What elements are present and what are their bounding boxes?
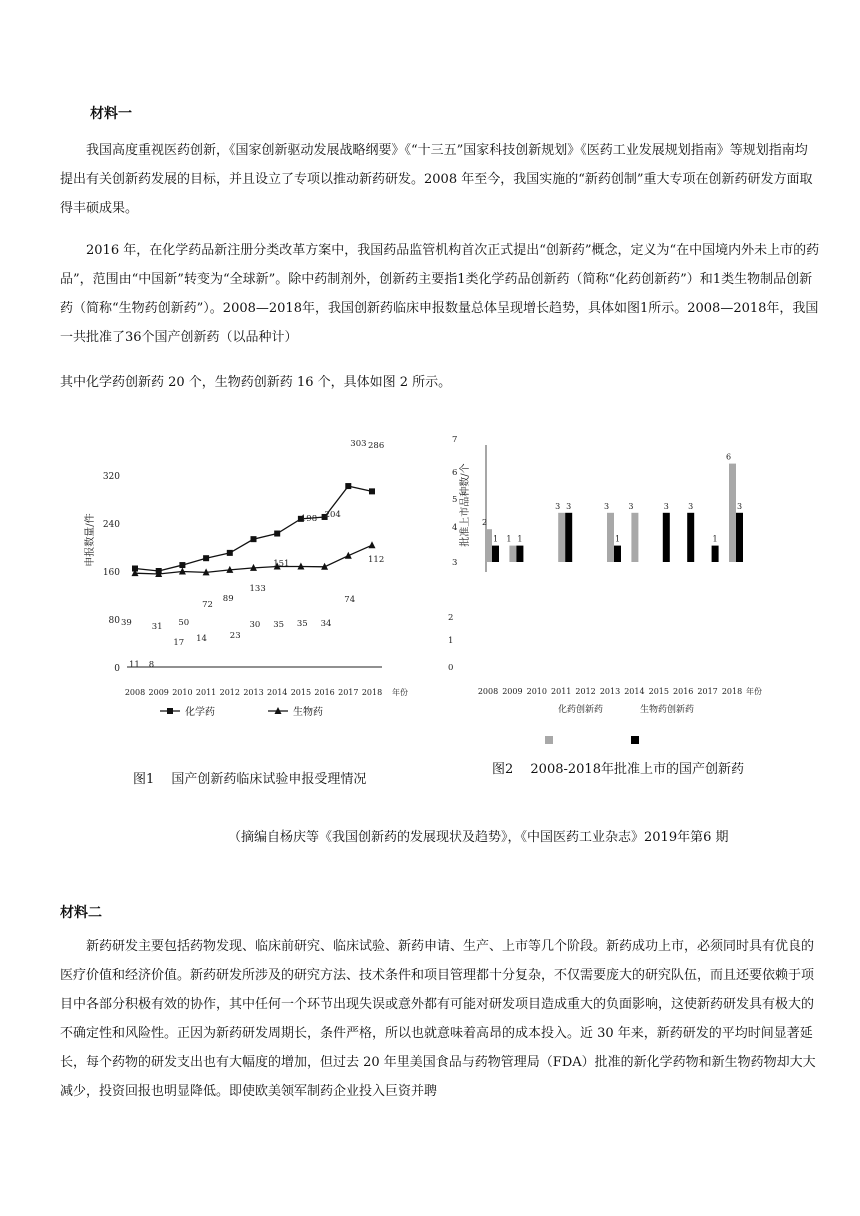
data-label-biological: 17 (173, 638, 185, 648)
x-tick-label: 2012 (219, 688, 240, 697)
data-label-biological: 74 (344, 595, 356, 605)
x-tick-label: 2014 (267, 688, 288, 697)
data-point-chemical (227, 550, 233, 556)
y-tick-label: 4 (452, 523, 458, 533)
bar-label-biological: 1 (712, 534, 718, 544)
data-label-chemical: 151 (273, 559, 290, 569)
legend-swatch-chemical (545, 736, 553, 744)
bar-chemical (729, 464, 736, 562)
data-label-biological: 11 (129, 660, 140, 670)
data-label-biological: 34 (320, 619, 332, 629)
bar-label-biological: 3 (566, 501, 572, 511)
data-point-chemical (345, 483, 351, 489)
figure1-line-chart (75, 430, 408, 720)
legend-label-chemical: 化药创新药 (558, 705, 604, 715)
y-tick-label: 160 (102, 568, 120, 578)
x-tick-label: 2018 (721, 687, 743, 696)
data-label-chemical: 133 (249, 584, 266, 594)
material2-heading: 材料二 (60, 905, 102, 921)
x-tick-label: 2008 (477, 687, 499, 696)
bar-label-chemical: 2 (481, 518, 488, 528)
y-tick-label: 240 (102, 520, 120, 530)
bar-biological (736, 513, 743, 562)
bar-biological (663, 513, 670, 562)
bar-biological (687, 513, 694, 562)
x-axis-label: 年份 (746, 687, 762, 696)
data-label-biological: 30 (249, 620, 261, 630)
data-label-chemical: 89 (222, 594, 234, 604)
data-label-chemical: 39 (121, 618, 132, 628)
bar-label-biological: 3 (688, 501, 694, 511)
y-tick-label: 7 (452, 435, 458, 445)
data-label-biological: 35 (273, 620, 285, 630)
bar-label-chemical: 3 (555, 501, 561, 511)
x-tick-label: 2010 (172, 688, 193, 697)
bar-label-chemical: 3 (628, 501, 634, 511)
bar-biological (565, 513, 572, 562)
bar-chemical (509, 546, 516, 562)
figure2-bar-chart (440, 430, 762, 740)
bar-label-chemical: 3 (603, 501, 610, 511)
bar-chemical (631, 513, 638, 562)
data-label-chemical: 31 (151, 622, 163, 632)
bar-biological (516, 546, 523, 562)
y-tick-label: 6 (452, 468, 458, 478)
x-tick-label: 2016 (673, 687, 694, 696)
x-axis-label: 年份 (392, 688, 408, 697)
data-point-chemical (274, 531, 280, 537)
bar-biological (614, 546, 621, 562)
bar-chemical (558, 513, 565, 562)
material2-paragraph-1: 新药研发主要包括药物发现、临床前研究、临床试验、新药申请、生产、上市等几个阶段。新药成功上市，必须同时具有优良的医疗价值和经济价值。新药研发所涉及的研究方法、技术条件和项目管理都十分复杂，不仅需要庞大的研究队伍，而且还要依赖于项目中各部分积极有效的协作，其中任何一个环节出现失误或意外都有可能对研发项目造成重大的负面影响，这使新药研发具有极大的不确定性和风险性。正因为新药研发周期长，条件严格，所以也就意味着高昂的成本投入。近 30 年来，新药研发的平均时间显著延长，每个药物的研发支出也有大幅度的增加，但过去 20 年里美国食品与药物管理局（FDA）批准的新化学药物和新生物药物却大大减少，投资回报也明显降低。即使欧美领军制药企业投入巨资并聘 (60, 939, 816, 1099)
data-point-biological (369, 541, 376, 548)
bar-biological (492, 546, 499, 562)
data-label-biological: 23 (229, 631, 241, 641)
bar-chemical (485, 529, 492, 562)
material1-paragraph-3: 其中化学药创新药 20 个，生物药创新药 16 个，具体如图 2 所示。 (60, 375, 452, 390)
x-tick-label: 2013 (243, 688, 264, 697)
data-label-chemical: 50 (178, 618, 190, 628)
data-label-chemical: 198 (300, 514, 318, 524)
figure2-caption: 图2 2008-2018年批准上市的国产创新药 (492, 762, 744, 777)
x-tick-label: 2017 (697, 687, 718, 696)
y-tick-label: 320 (102, 472, 120, 482)
bar-label-biological: 3 (663, 501, 669, 511)
x-tick-label: 2015 (290, 688, 312, 697)
x-tick-label: 2011 (551, 687, 572, 696)
bar-biological (712, 546, 719, 562)
data-label-chemical: 303 (350, 439, 367, 449)
x-tick-label: 2017 (338, 688, 359, 697)
data-point-chemical (369, 488, 375, 494)
data-label-chemical: 204 (324, 510, 341, 520)
data-label-biological: 112 (368, 555, 385, 565)
x-tick-label: 2015 (648, 687, 669, 696)
y-tick-label: 1 (448, 636, 454, 646)
source-citation: （摘编自杨庆等《我国创新药的发展现状及趋势》，《中国医药工业杂志》2019年第6 期 (228, 830, 729, 845)
y-tick-label: 5 (452, 495, 458, 505)
data-label-chemical: 286 (368, 441, 385, 451)
x-tick-label: 2012 (575, 687, 596, 696)
legend-label-chemical: 化学药 (185, 707, 215, 718)
x-tick-label: 2010 (526, 687, 547, 696)
x-tick-label: 2016 (314, 688, 335, 697)
data-label-chemical: 72 (202, 600, 213, 610)
y-tick-label: 3 (452, 558, 458, 568)
y-tick-label: 0 (114, 664, 120, 674)
x-tick-label: 2018 (361, 688, 383, 697)
data-label-biological: 8 (148, 660, 155, 670)
bar-label-biological: 1 (517, 534, 523, 544)
bar-label-biological: 1 (492, 534, 499, 544)
x-tick-label: 2009 (502, 687, 523, 696)
y-tick-label: 80 (108, 616, 120, 626)
y-axis-label: 批准上市品种数/个 (460, 463, 471, 547)
bar-label-biological: 1 (614, 534, 621, 544)
data-point-chemical (203, 555, 209, 561)
y-tick-label: 0 (448, 663, 454, 673)
x-tick-label: 2009 (148, 688, 169, 697)
x-tick-label: 2013 (599, 687, 621, 696)
material1-paragraph-1: 我国高度重视医药创新，《国家创新驱动发展战略纲要》《“十三五”国家科技创新规划》《医药工业发展规划指南》等规划指南均提出有关创新药发展的目标，并且设立了专项以推动新药研发。2008 年至今，我国实施的“新药创制”重大专项在创新药研发方面取得丰硕成果。 (60, 143, 813, 216)
x-tick-label: 2008 (124, 688, 146, 697)
legend-marker-chemical (167, 708, 173, 714)
y-tick-label: 2 (448, 613, 454, 623)
x-tick-label: 2011 (195, 688, 217, 697)
bar-label-chemical: 6 (725, 452, 732, 462)
data-point-chemical (251, 536, 257, 542)
x-tick-label: 2014 (624, 687, 645, 696)
legend-label-biological: 生物药创新药 (640, 705, 695, 715)
material1-paragraph-2: 2016 年，在化学药品新注册分类改革方案中，我国药品监管机构首次正式提出“创新药”概念，定义为“在中国境内外未上市的药品”，范围由“中国新”转变为“全球新”。除中药制剂外，创新药主要指1类化学药品创新药（简称“化药创新药”）和1类生物制品创新药（简称“生物药创新药”）。2008—2018年，我国创新药临床申报数量总体呈现增长趋势，具体如图1所示。2008—2018年，我国一共批准了36个国产创新药（以品种计） (60, 243, 820, 345)
bar-label-chemical: 1 (506, 534, 512, 544)
data-label-biological: 14 (196, 634, 207, 644)
data-label-biological: 35 (296, 619, 308, 629)
bar-label-biological: 3 (736, 501, 743, 511)
legend-label-biological: 生物药 (293, 707, 323, 718)
series-line-chemical (135, 486, 372, 571)
material1-heading: 材料一 (90, 106, 132, 122)
figure1-caption: 图1 国产创新药临床试验申报受理情况 (133, 772, 367, 787)
legend-swatch-biological (631, 736, 639, 744)
y-axis-label: 申报数量/件 (85, 513, 96, 567)
data-point-chemical (179, 562, 185, 568)
bar-chemical (607, 513, 614, 562)
